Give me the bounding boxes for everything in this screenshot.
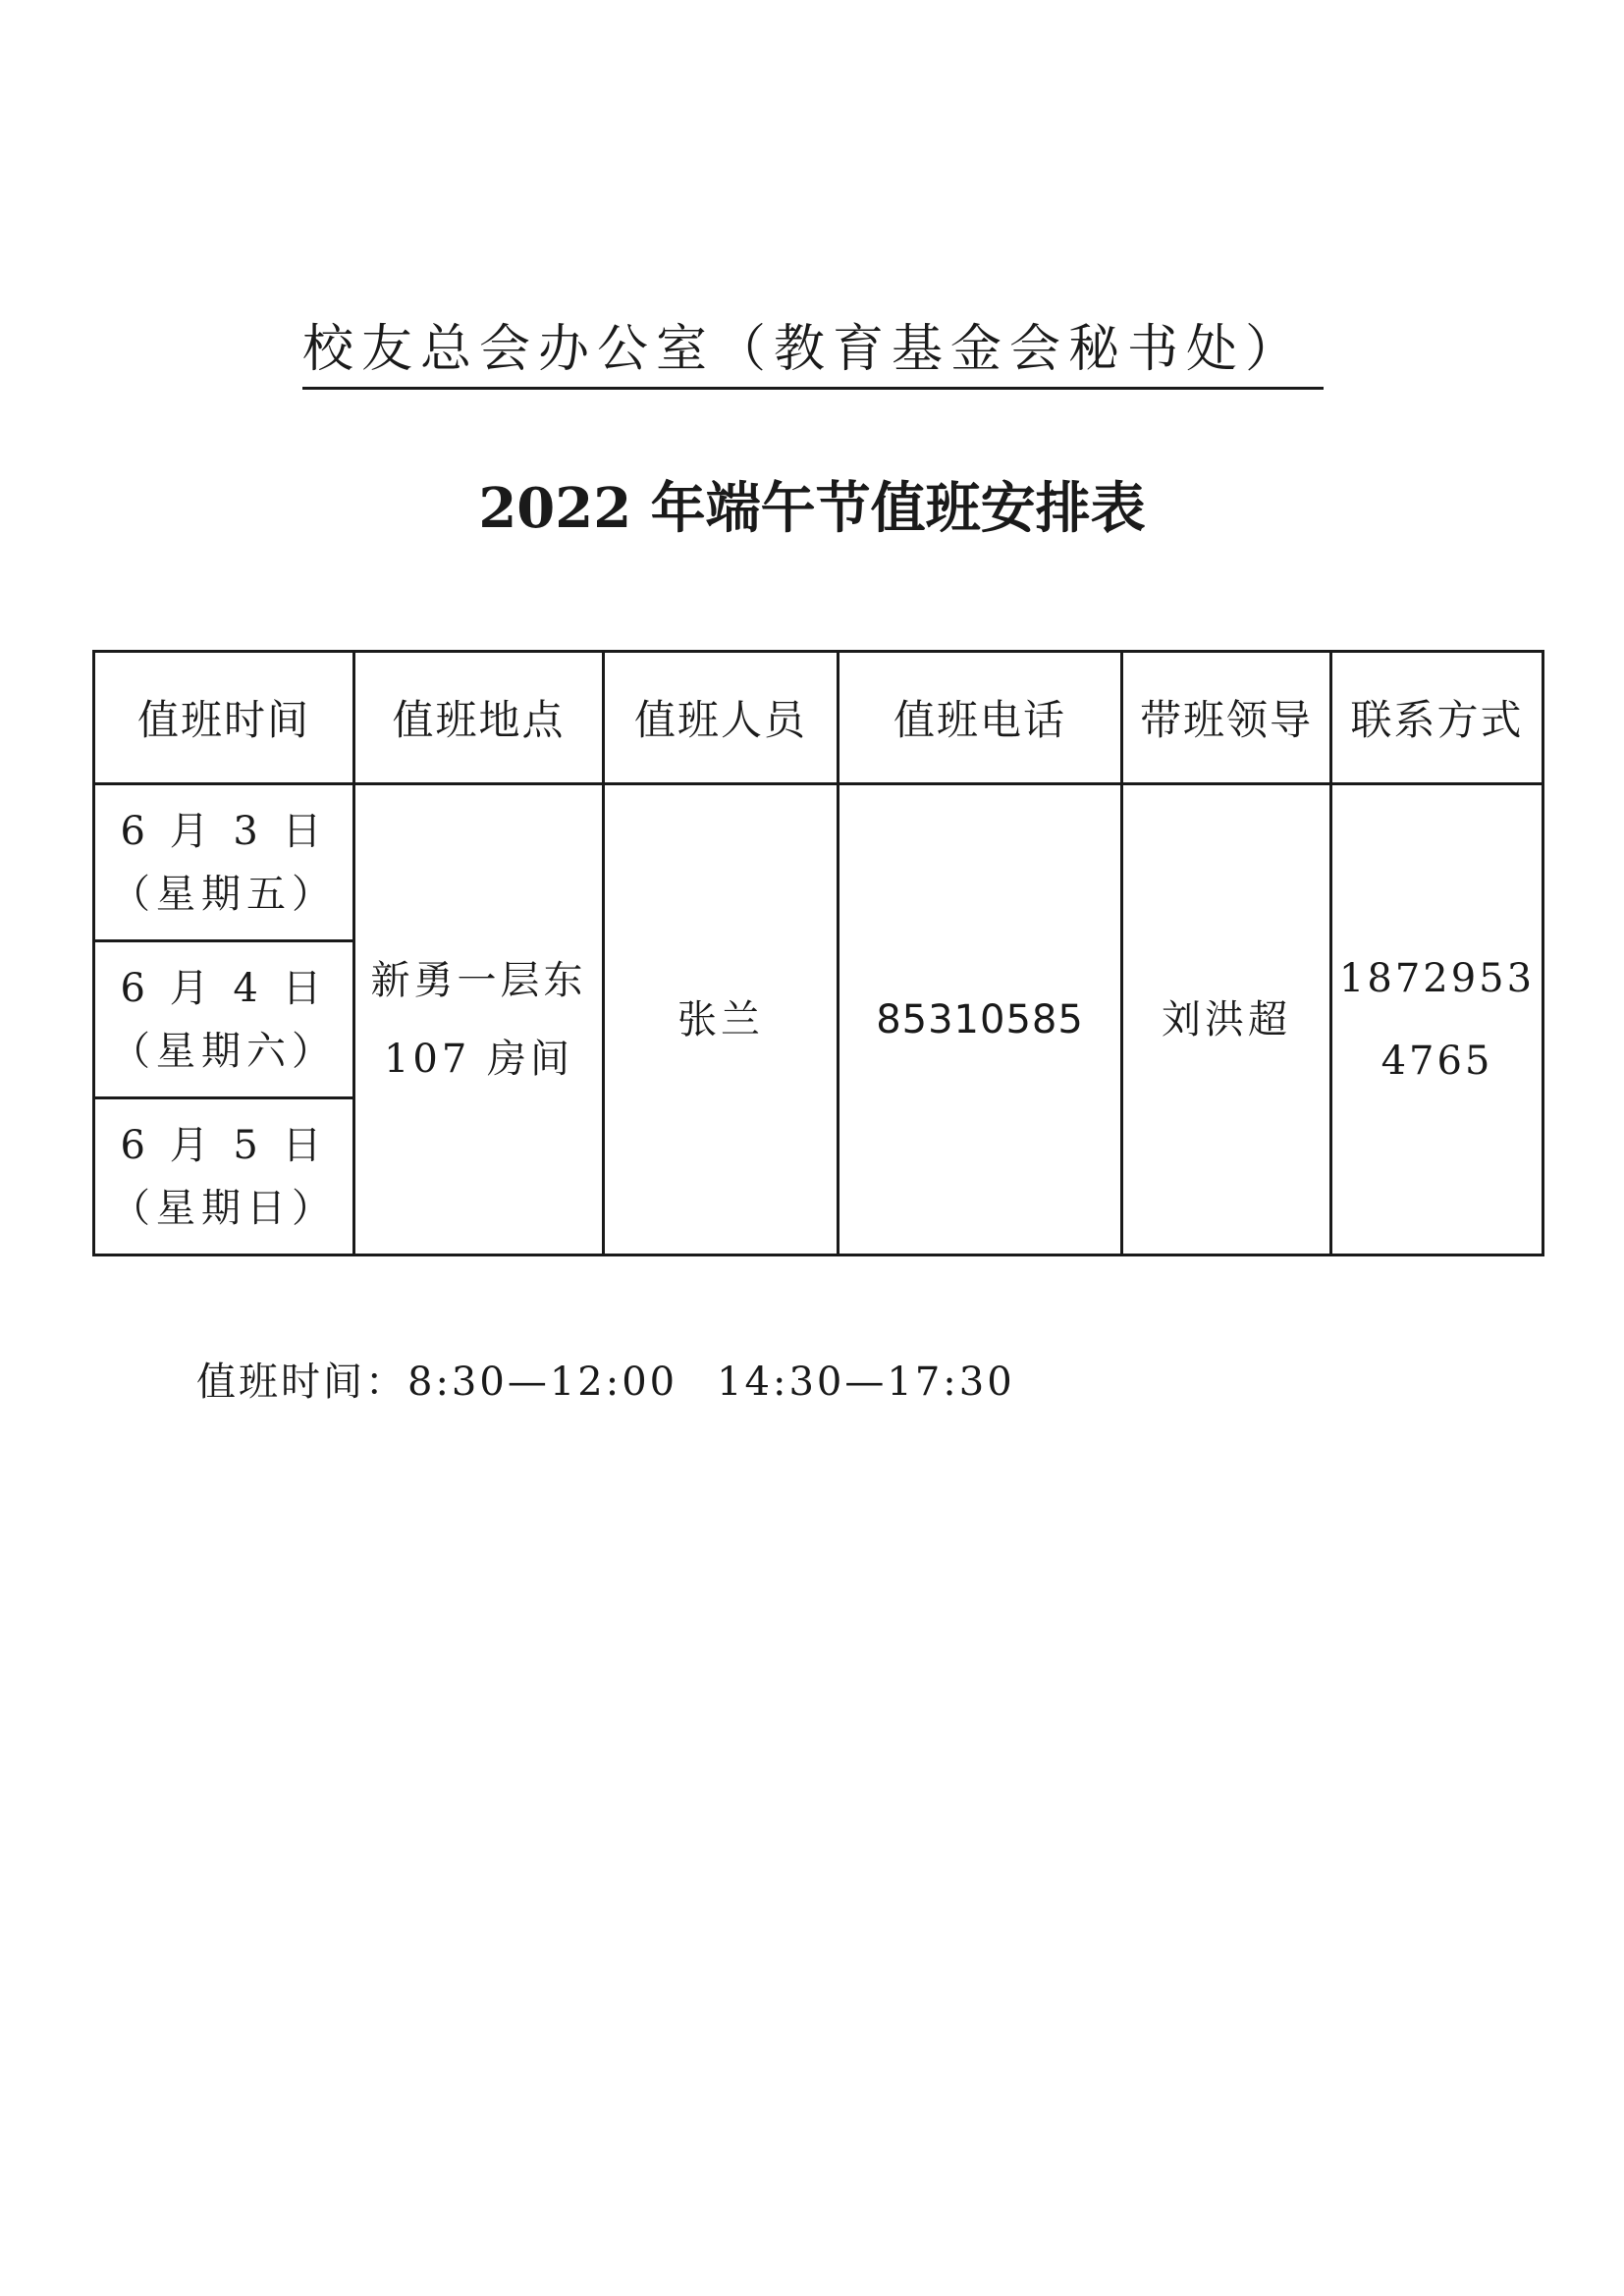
weekday-text: （星期六）: [111, 1028, 337, 1074]
duty-schedule-table: [92, 650, 1544, 1256]
location-cell: [354, 784, 604, 1255]
weekday-text: （星期五）: [111, 871, 337, 917]
location-line2: 107 房间: [383, 1036, 574, 1082]
leader-cell: 刘洪超: [1122, 784, 1331, 1255]
date-text: 6 月 3 日: [120, 808, 328, 854]
org-title: 校友总会办公室（教育基金会秘书处）: [302, 312, 1324, 390]
header-duty-staff: 值班人员: [604, 652, 839, 784]
date-cell: [94, 784, 354, 941]
duty-hours-morning: 8:30—12:00: [407, 1360, 678, 1405]
staff-cell: 张兰: [604, 784, 839, 1255]
table-row: [94, 784, 1543, 941]
duty-hours-label: 值班时间：: [196, 1360, 407, 1405]
header-duty-phone: 值班电话: [839, 652, 1122, 784]
date-text: 6 月 5 日: [120, 1122, 328, 1168]
duty-hours-afternoon: 14:30—17:30: [717, 1360, 1015, 1405]
duty-hours-note: [196, 1353, 1015, 1412]
header-duty-time: 值班时间: [94, 652, 354, 784]
weekday-text: （星期日）: [111, 1185, 337, 1231]
contact-cell: 18729534765: [1331, 784, 1543, 1255]
phone-cell: 85310585: [839, 784, 1122, 1255]
document-title: 2022 年端午节值班安排表: [478, 476, 1146, 541]
header-duty-location: 值班地点: [354, 652, 604, 784]
location-line1: 新勇一层东: [370, 957, 587, 1003]
header-contact: 联系方式: [1331, 652, 1543, 784]
header-leader: 带班领导: [1122, 652, 1331, 784]
table-header-row: [94, 652, 1543, 784]
date-text: 6 月 4 日: [120, 965, 328, 1011]
date-cell: [94, 941, 354, 1098]
date-cell: [94, 1098, 354, 1255]
